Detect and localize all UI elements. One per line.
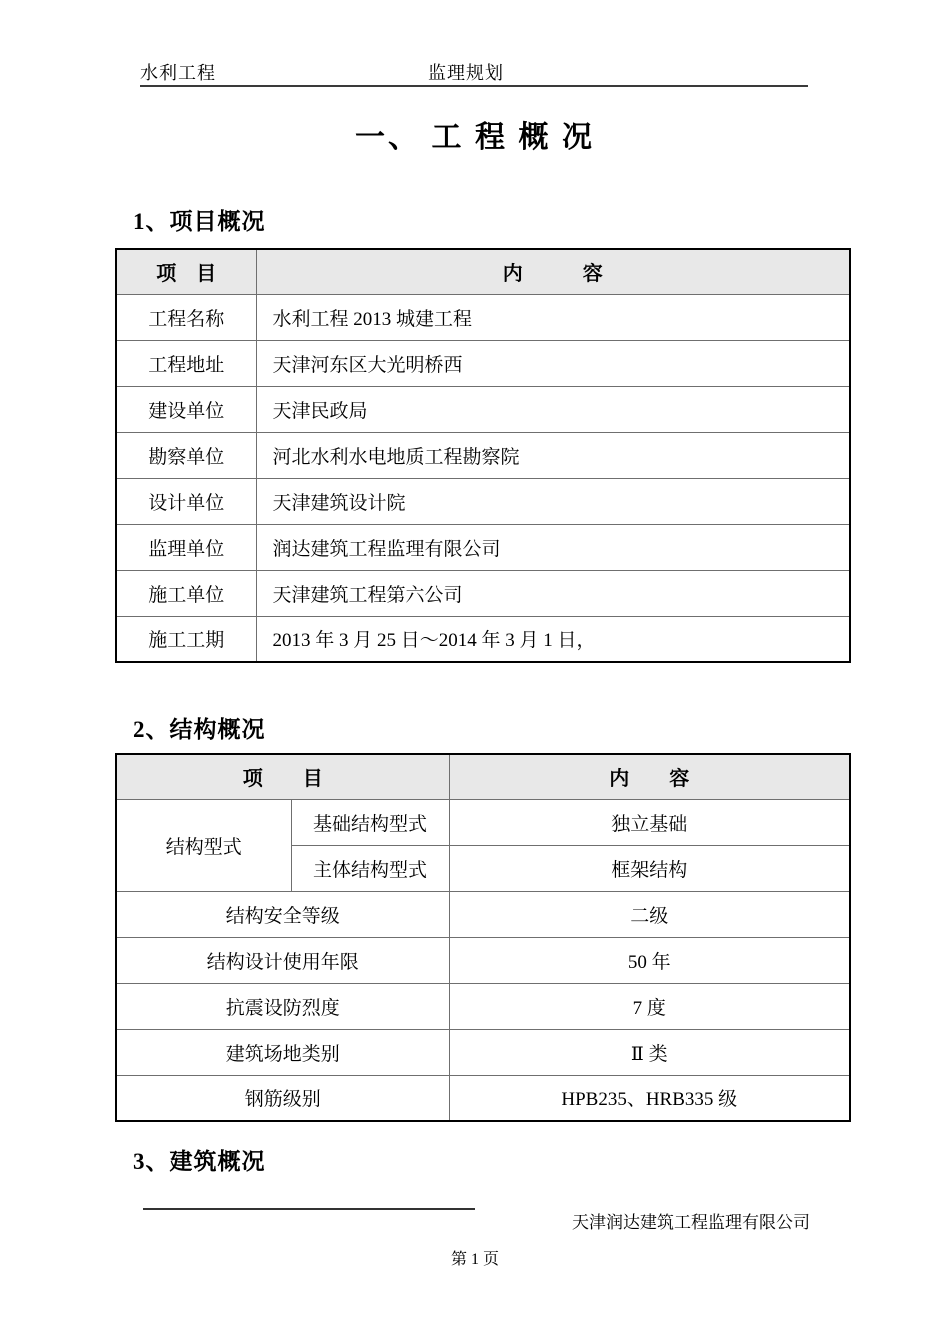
table-header-row xyxy=(116,249,850,294)
column-header-content: 内 容 xyxy=(449,754,850,799)
page-number: 第 1 页 xyxy=(450,1251,499,1268)
row-label: 建设单位 xyxy=(116,386,256,432)
table-row xyxy=(116,983,850,1029)
sub-row-value: 框架结构 xyxy=(449,845,850,891)
column-header-item: 项 目 xyxy=(116,249,256,294)
row-label: 设计单位 xyxy=(116,478,256,524)
table-header-row xyxy=(116,754,850,799)
row-value: 天津河东区大光明桥西 xyxy=(256,340,850,386)
row-label: 建筑场地类别 xyxy=(116,1029,449,1075)
table-row xyxy=(116,1075,850,1121)
row-value: 7 度 xyxy=(449,983,850,1029)
table-row xyxy=(116,478,850,524)
table-row xyxy=(116,340,850,386)
sub-row-value: 独立基础 xyxy=(449,799,850,845)
table-row xyxy=(116,616,850,662)
row-label: 结构安全等级 xyxy=(116,891,449,937)
row-value: 水利工程 2013 城建工程 xyxy=(256,294,850,340)
row-value: 润达建筑工程监理有限公司 xyxy=(256,524,850,570)
group-label: 结构型式 xyxy=(116,799,291,891)
section-heading-structure-overview: 2、结构概况 xyxy=(133,717,266,742)
sub-row-label: 主体结构型式 xyxy=(291,845,449,891)
row-value: 天津建筑设计院 xyxy=(256,478,850,524)
table-row xyxy=(116,937,850,983)
running-header-center: 监理规划 xyxy=(428,63,504,83)
section-heading-project-overview: 1、项目概况 xyxy=(133,209,266,234)
row-label: 监理单位 xyxy=(116,524,256,570)
row-value: 河北水利水电地质工程勘察院 xyxy=(256,432,850,478)
table-row xyxy=(116,432,850,478)
row-value: 天津建筑工程第六公司 xyxy=(256,570,850,616)
row-label: 结构设计使用年限 xyxy=(116,937,449,983)
project-overview-table xyxy=(115,248,851,663)
table-row xyxy=(116,524,850,570)
row-label: 施工单位 xyxy=(116,570,256,616)
footer-company-name: 天津润达建筑工程监理有限公司 xyxy=(572,1213,810,1232)
column-header-item: 项 目 xyxy=(116,754,449,799)
row-value: Ⅱ 类 xyxy=(449,1029,850,1075)
table-row xyxy=(116,294,850,340)
table-row xyxy=(116,386,850,432)
table-row xyxy=(116,570,850,616)
row-value: 2013 年 3 月 25 日～2014 年 3 月 1 日， xyxy=(256,616,850,662)
row-value: 50 年 xyxy=(449,937,850,983)
row-value: HPB235、HRB335 级 xyxy=(449,1075,850,1121)
sub-row-label: 基础结构型式 xyxy=(291,799,449,845)
table-row xyxy=(116,1029,850,1075)
row-value: 二级 xyxy=(449,891,850,937)
row-label: 工程地址 xyxy=(116,340,256,386)
table-row xyxy=(116,799,850,845)
running-header-left: 水利工程 xyxy=(140,63,216,83)
section-heading-building-overview: 3、建筑概况 xyxy=(133,1149,266,1174)
header-rule xyxy=(140,85,808,87)
table-row xyxy=(116,891,850,937)
row-label: 钢筋级别 xyxy=(116,1075,449,1121)
row-label: 抗震设防烈度 xyxy=(116,983,449,1029)
page-title: 一、 工 程 概 况 xyxy=(355,121,595,154)
structure-overview-table xyxy=(115,753,851,1122)
column-header-content: 内 容 xyxy=(256,249,850,294)
row-label: 工程名称 xyxy=(116,294,256,340)
row-value: 天津民政局 xyxy=(256,386,850,432)
row-label: 勘察单位 xyxy=(116,432,256,478)
row-label: 施工工期 xyxy=(116,616,256,662)
